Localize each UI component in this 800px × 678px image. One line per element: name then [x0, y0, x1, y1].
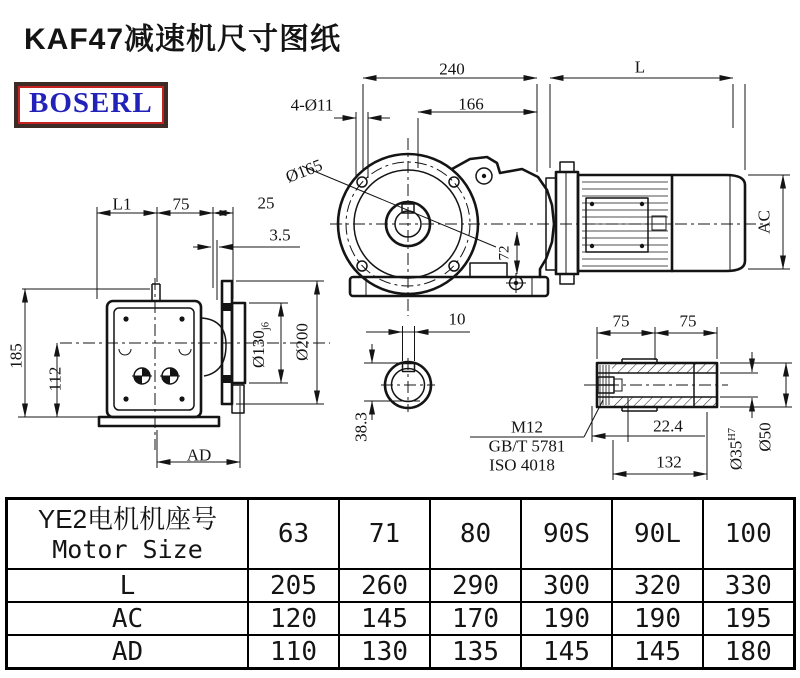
table-header-row — [7, 499, 795, 570]
table-body — [7, 569, 795, 669]
value-cell: 195 — [703, 602, 794, 635]
table-row — [7, 569, 795, 602]
dim-L: L — [634, 57, 646, 77]
motor-size-column: 90L — [612, 499, 703, 570]
dim-25: 25 — [257, 193, 275, 213]
dim-d35: $Ø35^{H7}$ — [726, 427, 746, 471]
note-standard-iso: ISO 4018 — [489, 455, 555, 475]
value-cell: 300 — [521, 569, 612, 602]
note-thread: M12 — [510, 417, 544, 437]
row-label: L — [7, 569, 249, 602]
header-english: Motor Size — [52, 535, 203, 565]
dim-72: 72 — [496, 245, 513, 261]
value-cell: 190 — [612, 602, 703, 635]
value-cell: 145 — [612, 635, 703, 669]
value-cell: 145 — [339, 602, 430, 635]
side-view — [18, 207, 330, 468]
dim-112: 112 — [45, 366, 65, 392]
value-cell: 130 — [339, 635, 430, 669]
dim-d130: $Ø130_{j6}$ — [249, 322, 272, 368]
motor-size-column: 71 — [339, 499, 430, 570]
value-cell: 180 — [703, 635, 794, 669]
table-row — [7, 602, 795, 635]
motor-size-table — [5, 497, 796, 670]
row-label: AC — [7, 602, 249, 635]
value-cell: 260 — [339, 569, 430, 602]
dim-3-5: 3.5 — [269, 225, 291, 245]
motor-size-column: 100 — [703, 499, 794, 570]
dim-240: 240 — [439, 59, 465, 79]
table-row — [7, 635, 795, 669]
dim-185: 185 — [6, 343, 26, 369]
page-title: KAF47减速机尺寸图纸 — [24, 23, 342, 56]
value-cell: 320 — [612, 569, 703, 602]
value-cell: 120 — [248, 602, 339, 635]
dim-166: 166 — [458, 94, 484, 114]
dim-d200: Ø200 — [292, 323, 312, 361]
motor-fins — [582, 182, 668, 266]
value-cell: 205 — [248, 569, 339, 602]
dim-132: 132 — [656, 452, 682, 472]
motor-size-column: 80 — [430, 499, 521, 570]
value-cell: 110 — [248, 635, 339, 669]
dim-10: 10 — [448, 309, 466, 329]
shaft-section-view — [364, 326, 470, 420]
motor-size-column: 63 — [248, 499, 339, 570]
dim-d165: Ø165 — [282, 155, 326, 187]
dim-4xd11: 4-Ø11 — [290, 95, 334, 115]
value-cell: 190 — [521, 602, 612, 635]
front-view — [302, 78, 790, 316]
value-cell: 330 — [703, 569, 794, 602]
dim-AC: AC — [754, 210, 774, 234]
bushing-detail-view — [470, 327, 792, 480]
dim-L1: L1 — [112, 194, 132, 214]
dim-75-a: 75 — [612, 311, 630, 331]
table-header-title — [7, 499, 249, 570]
logo-text: BOSERL — [29, 87, 153, 119]
row-label: AD — [7, 635, 249, 669]
value-cell: 135 — [430, 635, 521, 669]
value-cell: 290 — [430, 569, 521, 602]
note-standard-gb: GB/T 5781 — [488, 436, 566, 456]
dim-22-4: 22.4 — [653, 416, 683, 436]
dim-75-b: 75 — [679, 311, 697, 331]
value-cell: 170 — [430, 602, 521, 635]
header-chinese: YE2电机机座号 — [37, 503, 218, 534]
dim-38-3: 38.3 — [351, 412, 371, 442]
value-cell: 145 — [521, 635, 612, 669]
dim-75-side: 75 — [172, 194, 190, 214]
dim-AD: AD — [186, 445, 212, 465]
dim-d50: Ø50 — [755, 422, 775, 452]
motor-size-column: 90S — [521, 499, 612, 570]
